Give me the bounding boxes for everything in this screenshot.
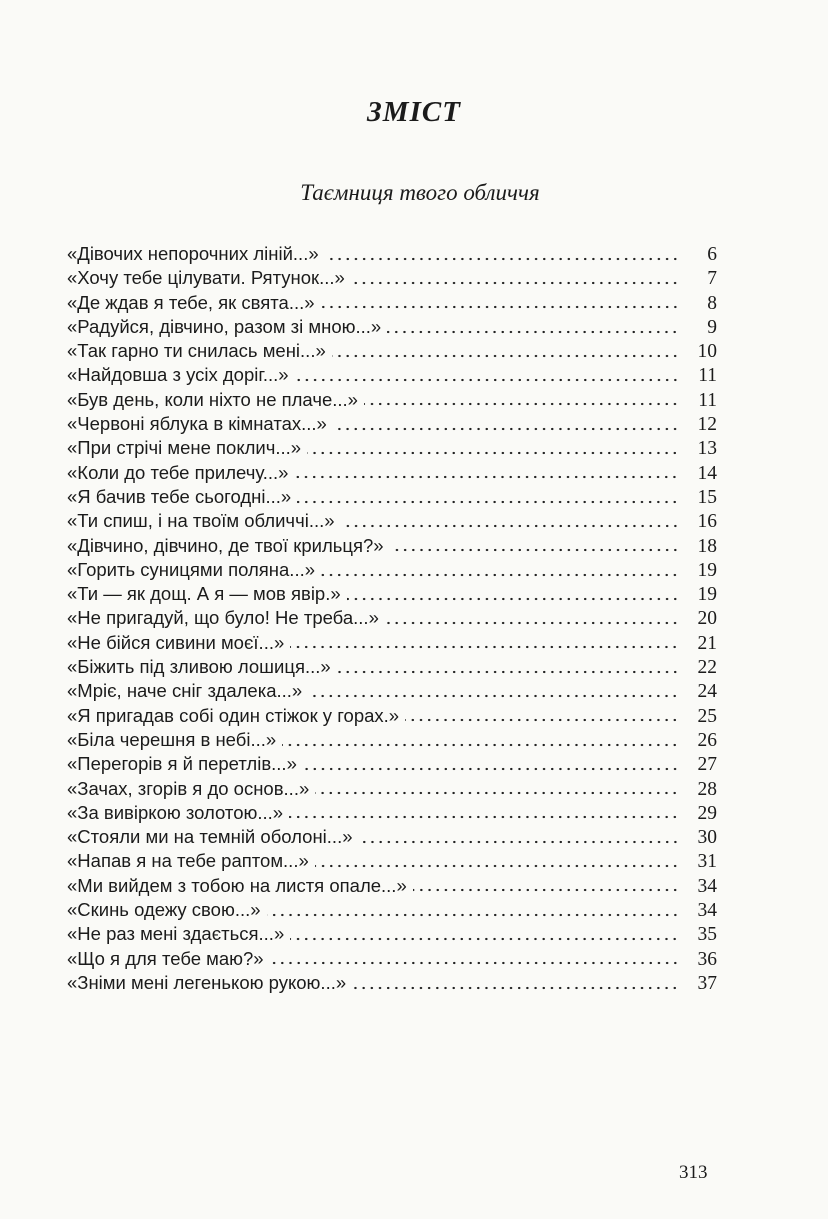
dot-leader [405, 718, 679, 722]
toc-entry [67, 461, 717, 485]
toc-entry-title: «Не раз мені здається...» [67, 923, 285, 945]
toc-entry-title: «Мріє, наче сніг здалека...» [67, 680, 303, 702]
toc-entry [67, 315, 717, 339]
toc-entry [67, 752, 717, 776]
dot-leader [364, 402, 679, 406]
toc-entry-page: 20 [697, 608, 717, 630]
dot-leader [352, 986, 679, 990]
toc-entry-page: 24 [697, 681, 717, 703]
toc-entry-title: «Червоні яблука в кімнатах...» [67, 413, 327, 435]
dot-leader [307, 451, 679, 455]
toc-entry [67, 558, 717, 582]
toc-entry [67, 266, 717, 290]
toc-entry [67, 655, 717, 679]
toc-entry-title: «Ми вийдем з тобою на листя опале...» [67, 874, 407, 896]
toc-entry-page: 19 [697, 584, 717, 606]
table-of-contents [67, 242, 717, 995]
dot-leader [390, 548, 679, 552]
toc-entry-title: «При стрічі мене поклич...» [67, 437, 302, 459]
dot-leader [290, 645, 679, 649]
toc-entry [67, 242, 717, 266]
toc-entry [67, 582, 717, 606]
toc-entry-page: 30 [697, 827, 717, 849]
dot-leader [290, 937, 679, 941]
toc-entry [67, 291, 717, 315]
toc-entry-title: «Я бачив тебе сьогодні...» [67, 485, 292, 507]
toc-entry-page: 8 [707, 292, 717, 314]
page-title: ЗМІСТ [367, 96, 461, 128]
toc-entry-title: «Скинь одежу свою...» [67, 899, 261, 921]
toc-entry [67, 388, 717, 412]
toc-entry [67, 971, 717, 995]
toc-entry [67, 679, 717, 703]
toc-entry-page: 26 [697, 729, 717, 751]
dot-leader [333, 427, 679, 431]
toc-entry-page: 9 [707, 316, 717, 338]
dot-leader [289, 815, 679, 819]
toc-entry [67, 777, 717, 801]
toc-entry-page: 28 [697, 778, 717, 800]
toc-entry-page: 7 [707, 268, 717, 290]
toc-entry [67, 485, 717, 509]
dot-leader [387, 330, 679, 334]
dot-leader [341, 524, 679, 528]
toc-entry-title: «Горить суницями поляна...» [67, 558, 316, 580]
toc-entry-title: «Не пригадуй, що було! Не треба...» [67, 607, 379, 629]
toc-entry [67, 509, 717, 533]
toc-entry [67, 631, 717, 655]
toc-entry [67, 947, 717, 971]
toc-entry-page: 31 [697, 851, 717, 873]
toc-entry-title: «Так гарно ти снилась мені...» [67, 340, 326, 362]
toc-entry-page: 13 [697, 438, 717, 460]
toc-entry-page: 15 [697, 486, 717, 508]
dot-leader [270, 961, 679, 965]
toc-entry-page: 16 [697, 511, 717, 533]
toc-entry-title: «Ти спиш, і на твоїм обличчі...» [67, 510, 335, 532]
toc-entry [67, 436, 717, 460]
toc-entry-page: 14 [697, 462, 717, 484]
toc-entry [67, 898, 717, 922]
toc-entry-title: «Що я для тебе маю?» [67, 947, 264, 969]
toc-entry-title: «Біжить під зливою лошиця...» [67, 656, 331, 678]
dot-leader [315, 864, 679, 868]
toc-entry-title: «Де ждав я тебе, як свята...» [67, 291, 315, 313]
toc-entry-page: 36 [697, 948, 717, 970]
toc-entry-title: «Хочу тебе цілувати. Рятунок...» [67, 267, 345, 289]
toc-entry-title: «Зніми мені легенькою рукою...» [67, 971, 347, 993]
dot-leader [267, 913, 679, 917]
toc-entry-page: 37 [697, 972, 717, 994]
toc-entry-page: 12 [697, 414, 717, 436]
toc-entry-title: «Радуйся, дівчино, разом зі мною...» [67, 315, 382, 337]
toc-entry [67, 534, 717, 558]
dot-leader [337, 670, 679, 674]
dot-leader [351, 281, 679, 285]
toc-entry-page: 10 [697, 341, 717, 363]
dot-leader [359, 840, 680, 844]
dot-leader [321, 573, 679, 577]
toc-entry-title: «За вивіркою золотою...» [67, 801, 284, 823]
toc-entry-page: 21 [697, 632, 717, 654]
dot-leader [303, 767, 679, 771]
dot-leader [347, 597, 679, 601]
toc-entry [67, 849, 717, 873]
dot-leader [325, 257, 679, 261]
dot-leader [308, 694, 679, 698]
dot-leader [332, 354, 679, 358]
dot-leader [315, 791, 679, 795]
toc-entry-page: 35 [697, 924, 717, 946]
dot-leader [413, 888, 679, 892]
toc-entry-title: «Коли до тебе прилечу...» [67, 461, 289, 483]
toc-entry-title: «Перегорів я й перетлів...» [67, 753, 297, 775]
section-title: Таємниця твого обличчя [300, 180, 540, 205]
toc-entry-page: 18 [697, 535, 717, 557]
dot-leader [321, 305, 679, 309]
toc-entry-page: 27 [697, 754, 717, 776]
toc-entry-title: «Дівчино, дівчино, де твої крильця?» [67, 534, 384, 556]
toc-entry-page: 34 [697, 875, 717, 897]
toc-entry [67, 874, 717, 898]
toc-entry [67, 825, 717, 849]
dot-leader [385, 621, 679, 625]
toc-entry [67, 801, 717, 825]
toc-entry-title: «Був день, коли ніхто не плаче...» [67, 388, 358, 410]
toc-entry-page: 6 [707, 244, 717, 265]
toc-entry-page: 11 [698, 389, 717, 411]
toc-entry-title: «Дівочих непорочних ліній...» [67, 243, 319, 264]
toc-entry [67, 704, 717, 728]
toc-entry [67, 412, 717, 436]
toc-entry [67, 363, 717, 387]
toc-entry [67, 728, 717, 752]
dot-leader [282, 743, 679, 747]
toc-entry-title: «Найдовша з усіх доріг...» [67, 364, 289, 386]
toc-entry [67, 606, 717, 630]
toc-entry-title: «Не бійся сивини моєї...» [67, 631, 285, 653]
dot-leader [295, 378, 679, 382]
toc-entry-page: 11 [698, 365, 717, 387]
page-number: 313 [679, 1162, 708, 1183]
toc-entry-page: 34 [697, 900, 717, 922]
toc-entry-page: 25 [697, 705, 717, 727]
toc-entry-title: «Напав я на тебе раптом...» [67, 850, 309, 872]
toc-entry-page: 29 [697, 802, 717, 824]
toc-entry-title: «Зачах, згорів я до основ...» [67, 777, 310, 799]
toc-entry-title: «Я пригадав собі один стіжок у горах.» [67, 704, 400, 726]
toc-entry-page: 22 [697, 657, 717, 679]
toc-entry [67, 339, 717, 363]
toc-entry [67, 922, 717, 946]
dot-leader [297, 500, 679, 504]
toc-entry-title: «Біла черешня в небі...» [67, 728, 277, 750]
toc-entry-title: «Стояли ми на темній оболоні...» [67, 826, 353, 848]
toc-entry-page: 19 [697, 559, 717, 581]
dot-leader [294, 475, 679, 479]
toc-entry-title: «Ти — як дощ. А я — мов явір.» [67, 583, 341, 605]
